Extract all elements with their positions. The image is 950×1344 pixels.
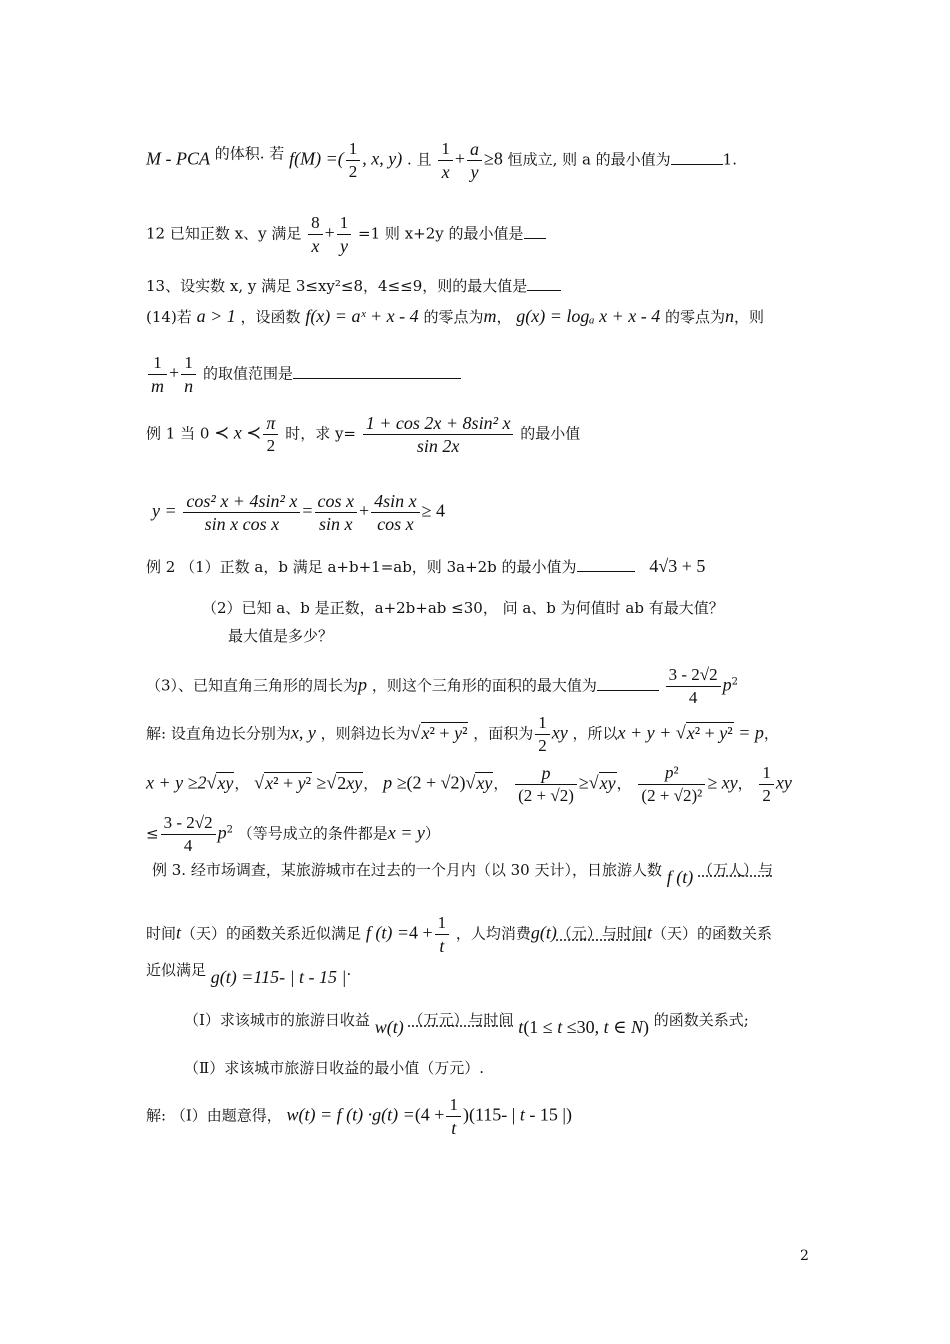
math: g(t) =115- | t - 15 |: [210, 967, 347, 987]
line-1: M - PCA 的体积. 若 f(M) =( $\frac{1}{2}$ , x, y) . 且 $\frac{1}{x}$ + $\frac{a}{y}$ ≥8 恒成立, 则 a 的最小值为 1.: [146, 139, 737, 182]
text: 例 2 （1）正数 a，b 满足 a+b+1=ab，则 3a+2b 的最小值为: [146, 558, 577, 576]
text: ，则: [734, 308, 765, 326]
frac-1-y: $\frac{1}{y}$: [337, 212, 352, 257]
frac-ex1: [363, 412, 514, 457]
text: 的零点为: [423, 308, 484, 326]
example-3: 例 3. 经市场调查，某旅游城市在过去的一个月内（以 30 天计），日旅游人数 f (t) （万人）与: [152, 861, 774, 887]
frac-1-x: $\frac{1}{x}$: [438, 138, 453, 183]
ex1-denominator: sin 2x: [416, 436, 460, 456]
text: ，设函数: [240, 308, 301, 326]
text: ，则这个三角形的面积的最大值为: [371, 676, 597, 695]
question-2: [184, 1058, 484, 1078]
frac-1-m: $\frac{1}{m}$: [148, 352, 167, 397]
text: （2）已知 a、b 是正数，a+2b+ab ≤30， 问 a、b 为何值时 ab 有最大值？: [202, 599, 724, 617]
problem-14-cont: $\frac{1}{m}$ + $\frac{1}{n}$ 的取值范围是: [146, 352, 461, 397]
math-fm: f(M) =(: [289, 148, 344, 169]
text: 恒成立, 则 a 的最小值为: [507, 150, 671, 169]
frac-1-2: $\frac{1}{2}$: [346, 138, 361, 183]
text: 例 1 当 0: [146, 424, 210, 443]
math-xy: , x, y): [362, 148, 403, 169]
math: g(x) = logₐ x + x - 4: [516, 306, 661, 326]
text: 时间: [146, 924, 177, 943]
y-denominator-1: sin x cos x: [204, 514, 280, 534]
frac-y1: [183, 490, 300, 535]
example-1-solution: y = $\frac{\text{cos² x + 4sin² x}}{\text{sin x cos x}}$ = $\frac{\text{cos x}}{\text{sin x}}$ + $\frac{\text{4sin x}}{\text{cos x}}$ ≥ 4: [152, 491, 446, 534]
y-denominator-3: cos x: [377, 514, 414, 534]
text: （万人）与: [698, 861, 774, 879]
answer: 4√3 + 5: [649, 556, 706, 576]
example-3-cont-2: 近似满足 g(t) =115- | t - 15 |.: [146, 961, 352, 987]
example-2-2: [202, 598, 724, 618]
text: 12 已知正数 x、y 满足: [146, 224, 302, 243]
text: 近似满足: [146, 961, 207, 979]
math: a > 1: [196, 306, 236, 326]
text: 的取值范围是: [202, 364, 293, 383]
example-2-1: [146, 556, 705, 577]
problem-12: 12 已知正数 x、y 满足 $\frac{8}{x}$ + $\frac{1}{y}$ =1 则 x+2y 的最小值是: [146, 212, 546, 257]
answer: 1.: [722, 150, 737, 169]
math: f(x) = aˣ + x - 4: [305, 306, 419, 326]
ex1-numerator: 1 + cos 2x + 8sin² x: [363, 412, 514, 435]
text: 的最小值: [520, 424, 581, 443]
text: （万元）与时间: [408, 1011, 514, 1029]
math-ge8: ≥8: [483, 148, 503, 169]
math-m-pca: M - PCA: [146, 148, 210, 169]
frac-pi-2: $\frac{\pi}{2}$: [263, 412, 278, 457]
frac-8-x: $\frac{8}{x}$: [308, 212, 323, 257]
page-number: 2: [800, 1248, 809, 1264]
y-numerator-3: 4sin x: [371, 490, 420, 513]
frac-1-n: $\frac{1}{n}$: [181, 352, 196, 397]
frac-y3: [371, 490, 420, 535]
text: （Ⅰ）求该城市的旅游日收益: [184, 1011, 370, 1029]
text: 最大值是多少？: [228, 627, 334, 645]
math: ≥ 4: [421, 500, 446, 521]
text: (14)若: [146, 308, 192, 326]
y-denominator-2: sin x: [318, 514, 353, 534]
math: n: [725, 306, 735, 326]
answer-1: 解: （Ⅰ）由题意得， w(t) = f (t) ·g(t) =(4 + $\frac{1}{t}$ )(115- | t - 15 |): [146, 1095, 572, 1138]
example-1: 例 1 当 0 ≺ x ≺ $\frac{\pi}{2}$ 时，求 y= $\frac{\text{1 + cos 2x + 8sin² x}}{\sin 2x}$ 的最小值: [146, 413, 581, 456]
text: 的函数关系式;: [653, 1011, 749, 1029]
text: （天）的函数关系: [651, 924, 772, 943]
frac-y2: [315, 490, 357, 535]
text: （3）、已知直角三角形的周长为: [146, 676, 359, 695]
example-3-cont: 时间t（天）的函数关系近似满足 f (t) =4 + $\frac{1}{t}$ ，人均消费g(t)（元）与时间t（天）的函数关系: [146, 913, 772, 956]
frac-answer: $\frac{3 - 2√2}{4}$: [666, 664, 721, 709]
text: ，面积为: [473, 724, 534, 743]
y-numerator-2: cos x: [315, 490, 357, 513]
text: （Ⅱ）求该城市旅游日收益的最小值（万元）.: [184, 1059, 484, 1077]
text: ，人均消费: [455, 924, 531, 943]
example-2-3: （3）、已知直角三角形的周长为p ，则这个三角形的面积的最大值为 $\frac{3 - 2√2}{4}$ $p^2$: [146, 665, 738, 707]
text: 解: （Ⅰ）由题意得，: [146, 1106, 282, 1125]
text: （天）的函数关系近似满足: [181, 924, 362, 943]
question-1: （Ⅰ）求该城市的旅游日收益 w(t) （万元）与时间 t(1 ≤ t ≤30, t ∈ N) 的函数关系式;: [184, 1011, 749, 1037]
text: =1 则 x+2y 的最小值是: [358, 224, 524, 243]
text: 时，求 y=: [285, 424, 356, 443]
solution-line-2: x + y ≥2√xy， √x² + y² ≥√2xy， p ≥(2 + √2)√xy， $\frac{p}{(2 + √2)}$ ≥√xy， $\frac{\text{p²}}{\text{(2 + √2)²}}$ ≥ xy， $\frac{1}{2}$ xy: [146, 763, 792, 805]
example-2-2-cont: [228, 626, 333, 646]
problem-13: [146, 276, 561, 296]
frac-a-y: $\frac{a}{y}$: [467, 138, 482, 183]
y-numerator-1: cos² x + 4sin² x: [183, 490, 300, 513]
solution-line-1: 解: 设直角边长分别为x, y ，则斜边长为√x² + y² ，面积为 $\frac{1}{2}$ xy ，所以x + y + √x² + y² = p，: [146, 713, 779, 755]
text: （元）与时间: [556, 924, 647, 943]
text: 的体积. 若: [214, 144, 285, 163]
problem-14: (14)若 a > 1 ，设函数 f(x) = aˣ + x - 4 的零点为m， g(x) = logₐ x + x - 4 的零点为n，则: [146, 306, 765, 326]
text: 的零点为: [665, 308, 726, 326]
text: ，则斜边长为: [320, 724, 411, 743]
text: 解: 设直角边长分别为: [146, 724, 291, 743]
text: . 且: [406, 150, 432, 169]
text: ，所以: [572, 724, 618, 743]
math: m: [483, 306, 497, 326]
solution-line-3: ≤ $\frac{3 - 2√2}{4}$ $p^2$ （等号成立的条件都是x = y）: [146, 813, 440, 855]
text: （等号成立的条件都是: [237, 824, 388, 843]
text: 13、设实数 x, y 满足 3≤xy²≤8，4≤≤9，则的最大值是: [146, 277, 528, 295]
text: 例 3. 经市场调查，某旅游城市在过去的一个月内（以 30 天计），日旅游人数: [152, 861, 662, 879]
